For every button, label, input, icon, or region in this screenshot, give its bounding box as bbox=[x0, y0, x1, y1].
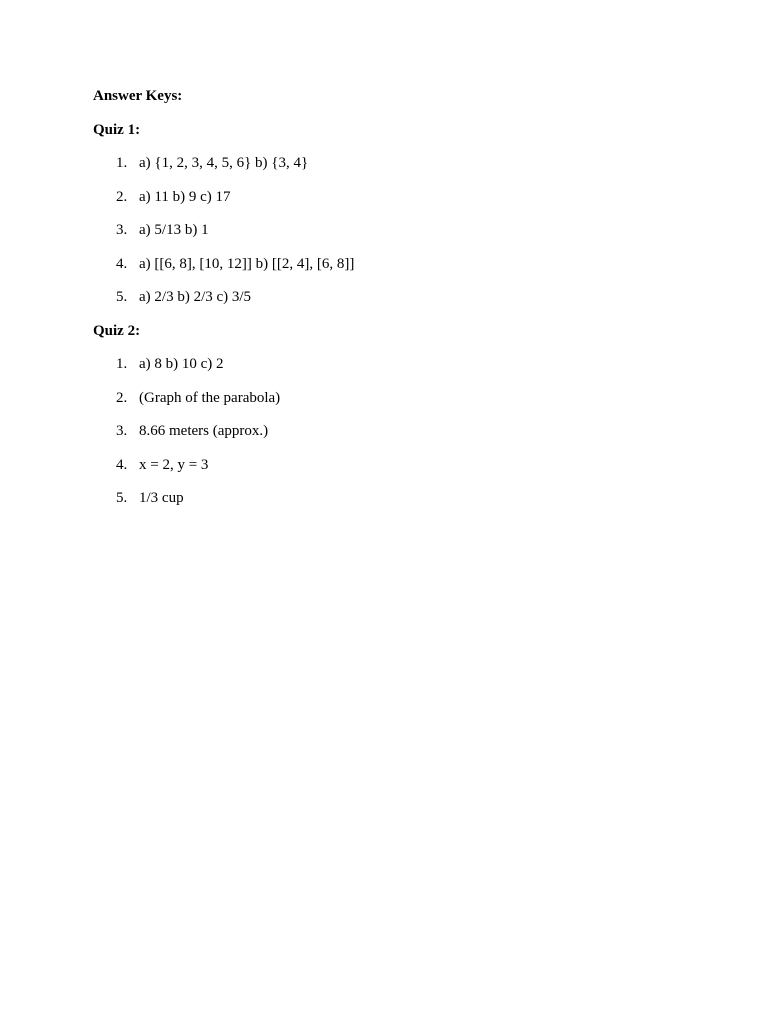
item-text: 8.66 meters (approx.) bbox=[139, 423, 269, 439]
item-number: 2. bbox=[116, 389, 128, 406]
item-number: 3. bbox=[116, 423, 128, 439]
answer-list bbox=[93, 153, 693, 307]
list-item bbox=[93, 488, 693, 508]
section-heading: Quiz 2: bbox=[93, 322, 141, 339]
list-item bbox=[93, 354, 693, 374]
quiz-1-section bbox=[93, 120, 693, 308]
item-text: (Graph of the parabola) bbox=[139, 389, 281, 406]
item-text: a) 11 b) 9 c) 17 bbox=[139, 188, 231, 205]
item-number: 4. bbox=[116, 255, 128, 272]
item-text: a) 2/3 b) 2/3 c) 3/5 bbox=[139, 289, 252, 305]
answer-list bbox=[93, 354, 693, 508]
item-text: a) 8 b) 10 c) 2 bbox=[139, 356, 224, 372]
list-item bbox=[93, 254, 693, 274]
item-number: 5. bbox=[116, 289, 128, 305]
item-text: a) {1, 2, 3, 4, 5, 6} b) {3, 4} bbox=[139, 155, 309, 171]
item-number: 3. bbox=[116, 222, 128, 238]
quiz-2-section bbox=[93, 321, 693, 509]
list-item bbox=[93, 455, 693, 475]
list-item bbox=[93, 287, 693, 307]
list-item bbox=[93, 421, 693, 441]
document-body bbox=[93, 86, 693, 522]
item-number: 5. bbox=[116, 490, 128, 506]
list-item bbox=[93, 187, 693, 207]
document-title: Answer Keys: bbox=[93, 88, 183, 104]
item-number: 4. bbox=[116, 456, 128, 473]
item-number: 2. bbox=[116, 188, 128, 205]
section-heading: Quiz 1: bbox=[93, 121, 141, 138]
item-text: 1/3 cup bbox=[139, 490, 184, 506]
item-text: a) 5/13 b) 1 bbox=[139, 222, 209, 238]
item-text: x = 2, y = 3 bbox=[139, 456, 209, 473]
list-item bbox=[93, 153, 693, 173]
list-item bbox=[93, 220, 693, 240]
item-text: a) [[6, 8], [10, 12]] b) [[2, 4], [6, 8]] bbox=[139, 255, 355, 272]
list-item bbox=[93, 388, 693, 408]
item-number: 1. bbox=[116, 356, 128, 372]
item-number: 1. bbox=[116, 155, 128, 171]
